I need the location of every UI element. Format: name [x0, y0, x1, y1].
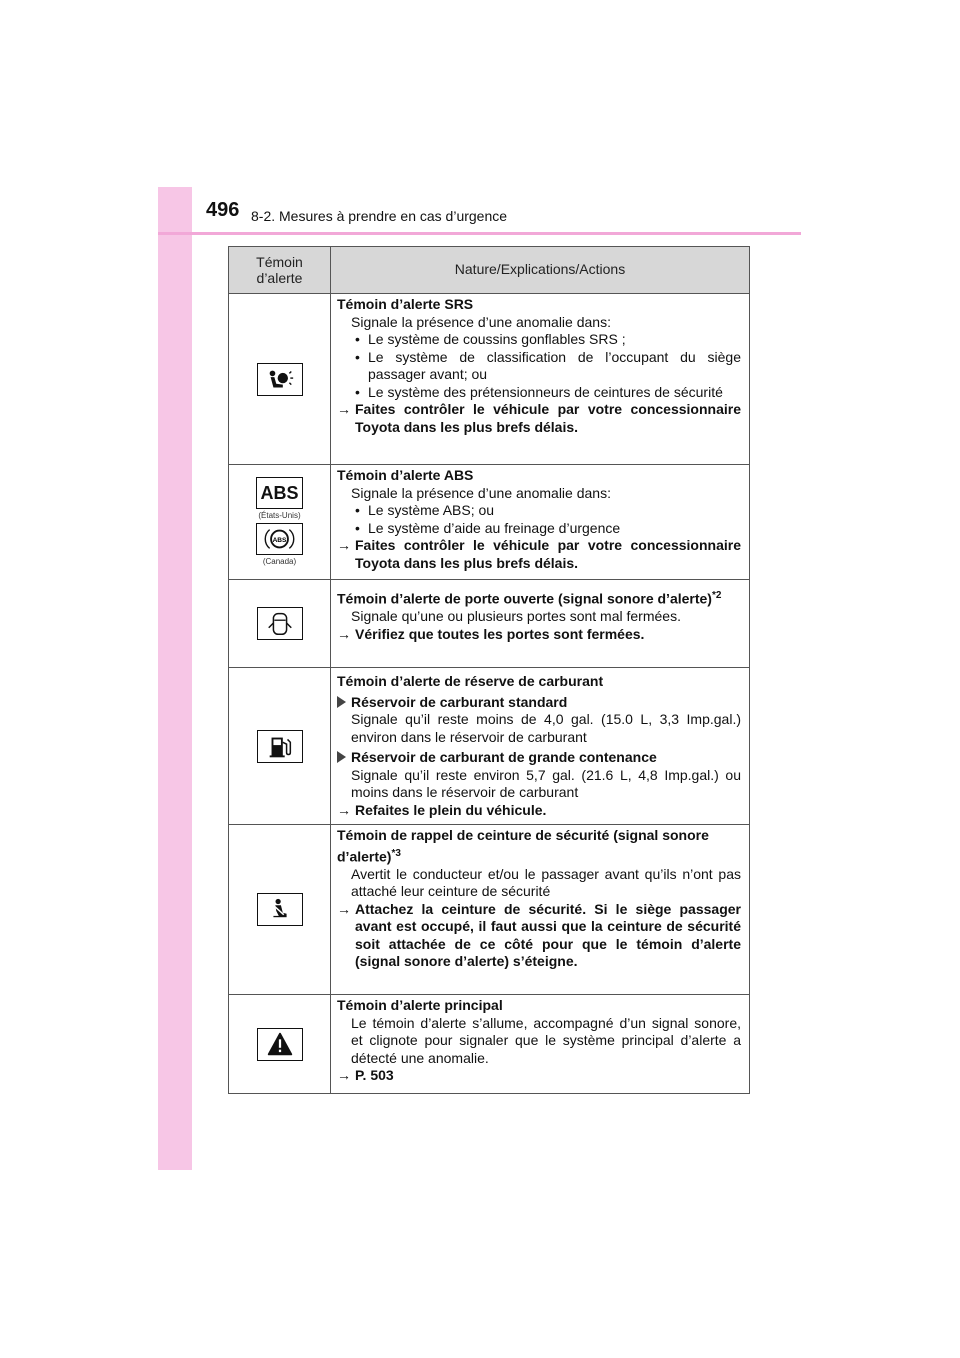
arrow-icon: →: [337, 900, 351, 917]
column-header-icon: [229, 247, 331, 294]
fuel-title: Témoin d’alerte de réserve de carburant: [337, 673, 604, 689]
belt-title: [337, 827, 741, 866]
fuel-sub1: [337, 694, 741, 712]
arrow-icon: →: [337, 625, 351, 642]
abs-bullet: • Le système d’aide au freinage d’urgence: [337, 520, 741, 538]
fuel-sub2-title: Réservoir de carburant de grande contenance: [351, 749, 657, 765]
srs-bullet: • Le système de classification de l’occupant du siège passager avant; ou: [337, 349, 741, 384]
belt-desc: Avertit le conducteur et/ou le passager avant qu’ils n’ont pas attaché leur ceinture de sécurité: [351, 865, 741, 900]
fuel-action-text: Refaites le plein du véhicule.: [355, 801, 547, 818]
abs-icon-text: ABS: [260, 483, 299, 503]
header-rule: [158, 232, 801, 235]
icon-cell: [229, 294, 331, 465]
abs-circle-text: ABS: [272, 536, 287, 544]
door-title: [337, 582, 741, 608]
master-action-text: P. 503: [355, 1067, 394, 1083]
fuel-sub2-desc: Signale qu’il reste environ 5,7 gal. (21.6 L, 4,8 Imp.gal.) ou moins dans le réservoir de carburant: [351, 766, 741, 800]
door-action: [337, 626, 741, 644]
arrow-icon: →: [337, 1067, 351, 1083]
arrow-icon: →: [337, 401, 351, 417]
master-action[interactable]: [337, 1067, 741, 1085]
text-cell: [331, 825, 750, 995]
section-title: 8-2. Mesures à prendre en cas d’urgence: [251, 208, 508, 224]
open-door-icon: [257, 607, 303, 640]
table-row: [229, 825, 750, 995]
abs-desc: Signale la présence d’une anomalie dans:: [351, 484, 611, 501]
srs-bullet: • Le système des prétensionneurs de ceintures de sécurité: [337, 384, 741, 402]
column-header-nature: Nature/Explications/Actions: [331, 247, 750, 294]
abs-caption-canada: (Canada): [262, 557, 297, 566]
fuel-sub1-desc: Signale qu’il reste moins de 4,0 gal. (15.0 L, 3,3 Imp.gal.) environ dans le réservoir de carburant: [351, 711, 741, 745]
airbag-warning-icon: [257, 363, 303, 396]
abs-caption-us: (États-Unis): [258, 511, 301, 520]
column-header-icon-line2: d’alerte: [256, 270, 303, 286]
table-row: [229, 465, 750, 580]
srs-desc: Signale la présence d’une anomalie dans:: [351, 313, 611, 330]
warning-lights-table: [228, 246, 750, 1094]
table-row: [229, 668, 750, 825]
abs-bullet: • Le système ABS; ou: [337, 502, 741, 520]
master-title: Témoin d’alerte principal: [337, 997, 503, 1013]
fuel-sub1-title: Réservoir de carburant standard: [351, 693, 568, 710]
arrow-icon: →: [337, 537, 351, 553]
srs-action: [337, 401, 741, 436]
door-action-text: Vérifiez que toutes les portes sont fermées.: [355, 625, 645, 642]
seatbelt-reminder-icon: [257, 893, 303, 926]
table-row: [229, 580, 750, 668]
fuel-sub2: [337, 749, 741, 767]
abs-title: Témoin d’alerte ABS: [337, 467, 474, 483]
door-title-footnote: *2: [711, 590, 722, 601]
column-header-icon-line1: Témoin: [256, 254, 303, 270]
srs-bullet: • Le système de coussins gonflables SRS ;: [337, 331, 741, 349]
text-cell: [331, 465, 750, 580]
belt-action: [337, 901, 741, 971]
door-title-text: Témoin d’alerte de porte ouverte (signal sonore d’alerte): [337, 590, 712, 607]
abs-warning-icon: [256, 477, 303, 509]
text-cell: [331, 995, 750, 1094]
icon-cell: [229, 668, 331, 825]
belt-title-text: Témoin de rappel de ceinture de sécurité (signal sonore d’alerte): [337, 827, 709, 865]
master-desc: Le témoin d’alerte s’allume, accompagné d’un signal sonore, et clignote pour signaler que le système principal d’alerte a détecté une anomalie.: [351, 1014, 741, 1066]
text-cell: [331, 294, 750, 465]
page-number: 496: [206, 199, 240, 221]
abs-action-text: Faites contrôler le véhicule par votre concessionnaire Toyota dans les plus brefs délais.: [355, 537, 741, 571]
table-header-row: [229, 247, 750, 294]
icon-cell: [229, 995, 331, 1094]
arrow-icon: →: [337, 801, 351, 818]
triangle-bullet-icon: [337, 696, 346, 708]
side-color-band: [158, 187, 192, 1170]
icon-cell: [229, 465, 331, 580]
abs-circle-warning-icon: [256, 523, 303, 555]
icon-cell: [229, 580, 331, 668]
fuel-action: [337, 802, 741, 820]
door-desc: Signale qu’une ou plusieurs portes sont mal fermées.: [351, 608, 681, 625]
table-row: [229, 995, 750, 1094]
text-cell: [331, 668, 750, 825]
belt-title-footnote: *3: [391, 847, 401, 859]
fuel-pump-icon: [257, 730, 303, 763]
icon-cell: [229, 825, 331, 995]
master-warning-icon: [257, 1028, 303, 1061]
triangle-bullet-icon: [337, 751, 346, 763]
belt-action-text: Attachez la ceinture de sécurité. Si le siège passager avant est occupé, il faut aussi que la ceinture de sécurité soit attachée de ce côté pour que le témoin d’alerte (signal sonore d’alerte) s’éteigne.: [355, 900, 741, 970]
srs-action-text: Faites contrôler le véhicule par votre concessionnaire Toyota dans les plus brefs délais.: [355, 401, 741, 435]
text-cell: [331, 580, 750, 668]
srs-title: Témoin d’alerte SRS: [337, 296, 474, 312]
table-row: [229, 294, 750, 465]
abs-action: [337, 537, 741, 572]
